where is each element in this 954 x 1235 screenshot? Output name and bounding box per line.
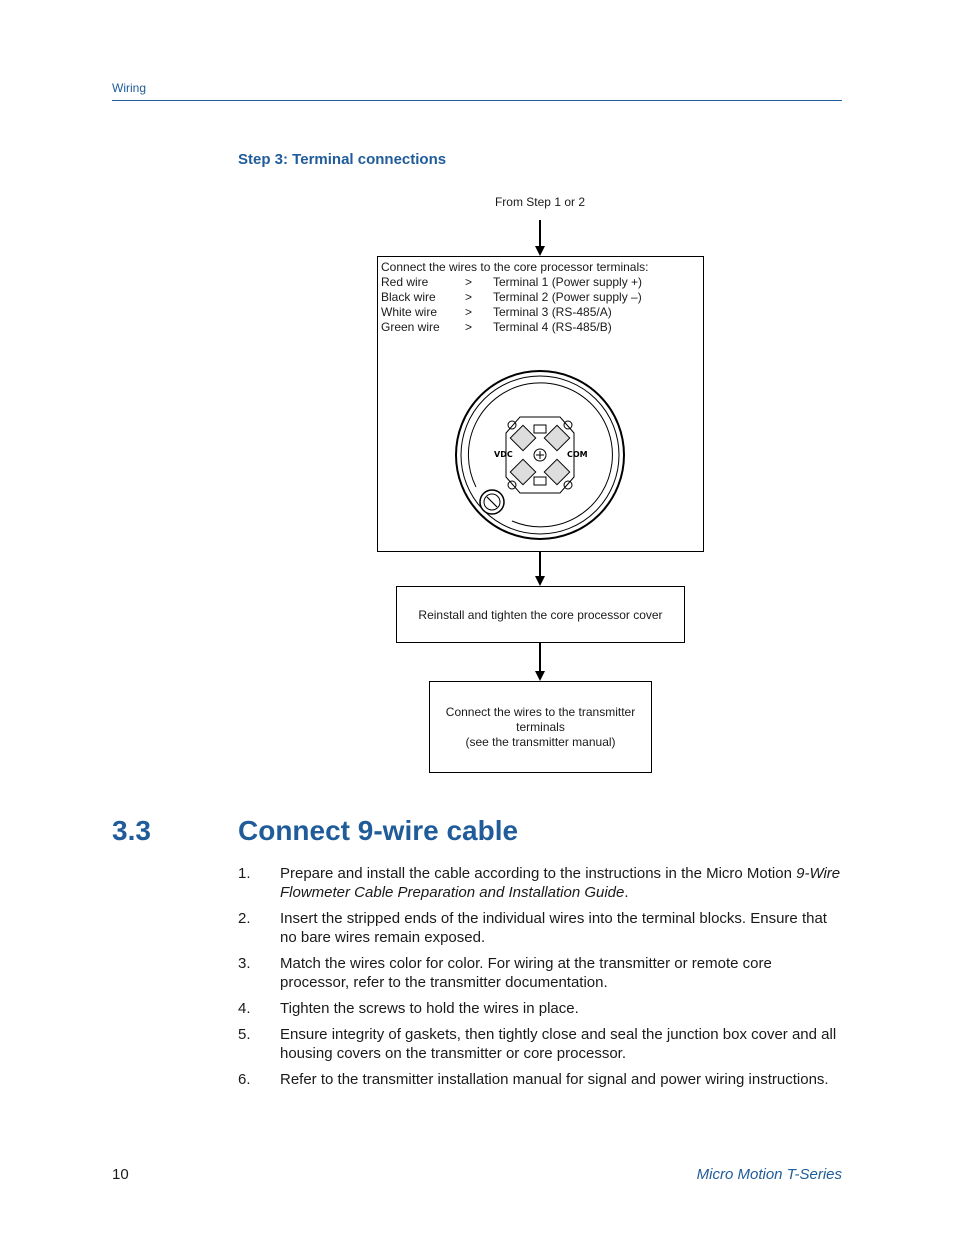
core-processor-illustration [454, 369, 626, 541]
header-rule [112, 100, 842, 101]
list-item [238, 999, 842, 1018]
wire-sep: > [465, 290, 473, 304]
guide-title: 9-Wire Flowmeter Cable Preparation and Installation Guide [280, 865, 841, 901]
wire-name: Black wire [381, 290, 436, 304]
wire-name: White wire [381, 305, 438, 319]
vdc-label: VDC [494, 450, 513, 459]
page-number: 10 [112, 1166, 129, 1183]
section-title: Connect 9-wire cable [238, 815, 519, 846]
wire-name: Green wire [381, 320, 440, 334]
wire-row [381, 275, 700, 290]
wire-sep: > [465, 305, 473, 319]
flow-box-transmitter-terminals [429, 681, 652, 773]
header-section-label: Wiring [112, 81, 147, 95]
flow-box-terminal-connections [377, 256, 704, 552]
wire-name: Red wire [381, 275, 429, 289]
wire-sep: > [465, 320, 473, 334]
list-item [238, 864, 842, 902]
flow-from-label: From Step 1 or 2 [494, 195, 586, 209]
step-number: 6. [238, 1071, 251, 1088]
com-label: COM [567, 450, 588, 459]
flow-arrow-line [539, 643, 541, 671]
flow-arrow-line [539, 552, 541, 576]
flow-box-reinstall-cover [396, 586, 685, 643]
wire-sep: > [465, 275, 473, 289]
core-processor-drawing [454, 369, 626, 541]
flow-arrow-head [535, 246, 545, 256]
wire-terminal: Terminal 3 (RS-485/A) [493, 305, 612, 319]
box1-intro: Connect the wires to the core processor terminals: [381, 260, 649, 274]
list-item [238, 1025, 842, 1063]
step-number: 5. [238, 1026, 251, 1043]
section-number: 3.3 [112, 815, 151, 846]
wire-row [381, 305, 700, 320]
wire-terminal: Terminal 2 (Power supply –) [493, 290, 642, 304]
step-text: Match the wires color for color. For wiring at the transmitter or remote core processor, refer to the transmitter documentation. [280, 955, 772, 991]
wire-row [381, 320, 700, 335]
document-title: Micro Motion T-Series [696, 1166, 842, 1183]
flow-arrow-head [535, 576, 545, 586]
step-text: Ensure integrity of gaskets, then tightly close and seal the junction box cover and all housing covers on the transmitter or core processor. [280, 1026, 837, 1062]
box3-line1: Connect the wires to the transmitter terminals [445, 704, 636, 734]
wire-terminal: Terminal 1 (Power supply +) [493, 275, 643, 289]
list-item [238, 1070, 842, 1089]
wire-terminal: Terminal 4 (RS-485/B) [493, 320, 612, 334]
procedure-steps [238, 864, 842, 1096]
list-item [238, 909, 842, 947]
wire-row [381, 290, 700, 305]
step-text: Insert the stripped ends of the individual wires into the terminal blocks. Ensure that no bare wires remain exposed. [280, 910, 827, 946]
box3-line2: (see the transmitter manual) [465, 734, 616, 749]
step-text: Prepare and install the cable according to the instructions in the Micro Motion 9-Wire Flowmeter Cable Preparation and Installation Guide. [280, 865, 841, 901]
box2-text: Reinstall and tighten the core processor cover [418, 607, 663, 622]
flow-arrow-head [535, 671, 545, 681]
step-number: 1. [238, 865, 251, 882]
step-title: Step 3: Terminal connections [238, 151, 447, 168]
step-text: Refer to the transmitter installation manual for signal and power wiring instructions. [280, 1071, 829, 1088]
step-number: 2. [238, 910, 251, 927]
step-number: 4. [238, 1000, 251, 1017]
flow-arrow-line [539, 220, 541, 246]
step-number: 3. [238, 955, 251, 972]
step-text: Tighten the screws to hold the wires in place. [280, 1000, 579, 1017]
list-item [238, 954, 842, 992]
